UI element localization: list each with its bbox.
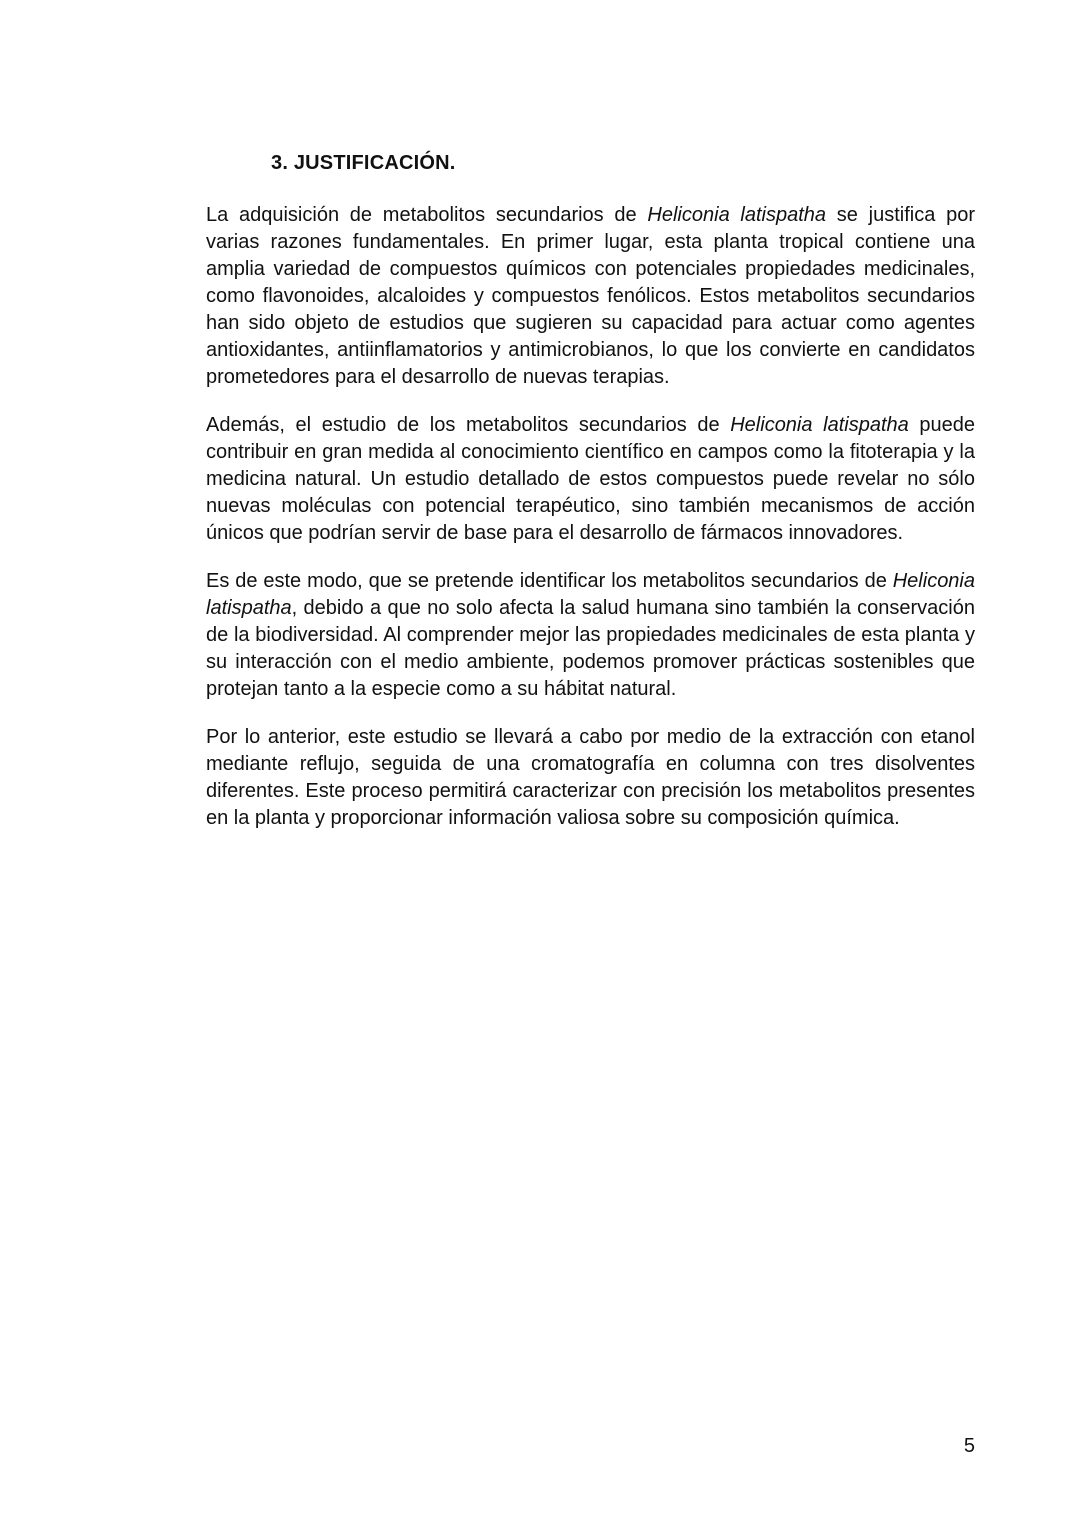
text-run: puede contribuir en gran medida al conocimiento científico en campos como la fitoterapia y la medicina natural. Un estudio detallado de estos compuestos puede revelar no sólo nuevas moléculas con potencial terapéutico, sino también mecanismos de acción únicos que podrían servir de base para el desarrollo de fármacos innovadores.	[206, 414, 975, 544]
page-number: 5	[963, 1435, 975, 1457]
paragraph	[206, 202, 975, 391]
paragraph	[206, 724, 975, 832]
species-name: Heliconia latispatha	[730, 414, 909, 436]
section-body	[206, 202, 975, 853]
species-name: Heliconia latispatha	[647, 204, 827, 226]
species-name: Heliconia latispatha	[206, 570, 975, 619]
text-run: Además, el estudio de los metabolitos secundarios de	[206, 414, 731, 436]
text-run: La adquisición de metabolitos secundarios de	[206, 204, 648, 226]
text-run: , debido a que no solo afecta la salud humana sino también la conservación de la biodiversidad. Al comprender mejor las propiedades medicinales de esta planta y su interacción con el medio ambiente, podemos promover prácticas sostenibles que protejan tanto a la especie como a su hábitat natural.	[206, 597, 975, 700]
text-run: Es de este modo, que se pretende identificar los metabolitos secundarios de	[206, 570, 893, 592]
paragraph	[206, 412, 975, 547]
text-run: Por lo anterior, este estudio se llevará a cabo por medio de la extracción con etanol mediante reflujo, seguida de una cromatografía en columna con tres disolventes diferentes. Este proceso permitirá caracterizar con precisión los metabolitos presentes en la planta y proporcionar información valiosa sobre su composición química.	[206, 726, 975, 829]
section-heading: 3. JUSTIFICACIÓN.	[271, 152, 456, 174]
paragraph	[206, 568, 975, 703]
text-run: se justifica por varias razones fundamentales. En primer lugar, esta planta tropical contiene una amplia variedad de compuestos químicos con potenciales propiedades medicinales, como flavonoides, alcaloides y compuestos fenólicos. Estos metabolitos secundarios han sido objeto de estudios que sugieren su capacidad para actuar como agentes antioxidantes, antiinflamatorios y antimicrobianos, lo que los convierte en candidatos prometedores para el desarrollo de nuevas terapias.	[206, 204, 976, 388]
